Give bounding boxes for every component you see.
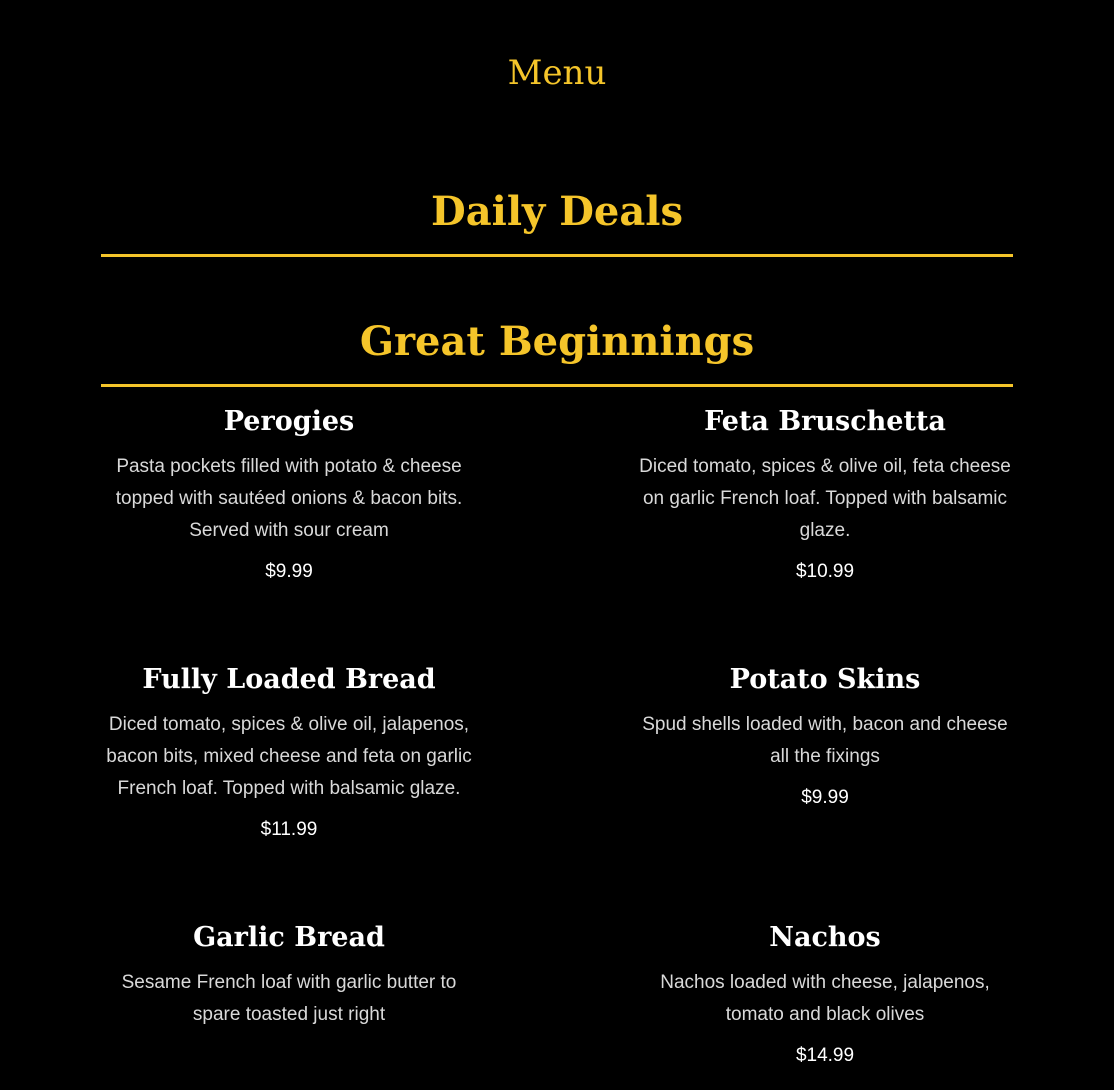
item-description: Spud shells loaded with, bacon and cheese all the fixings <box>642 714 1008 767</box>
daily-deals-section <box>101 186 1013 257</box>
menu-item <box>637 663 1013 811</box>
item-description: Nachos loaded with cheese, jalapenos, tomato and black olives <box>660 972 990 1025</box>
daily-deals-heading: Daily Deals <box>431 188 683 235</box>
menu-item <box>101 663 477 843</box>
item-name: Perogies <box>223 406 355 437</box>
item-price: $14.99 <box>795 1045 855 1066</box>
item-name: Garlic Bread <box>193 922 385 953</box>
menu-item <box>101 405 477 585</box>
item-name: Feta Bruschetta <box>704 406 946 437</box>
great-beginnings-section <box>101 316 1013 387</box>
menu-item <box>637 405 1013 585</box>
item-description: Sesame French loaf with garlic butter to spare toasted just right <box>121 972 457 1025</box>
item-price: $11.99 <box>260 819 318 840</box>
menu-item <box>637 921 1013 1069</box>
section-divider <box>101 254 1013 257</box>
menu-title: Menu <box>507 53 607 93</box>
item-name: Nachos <box>769 922 881 953</box>
item-price: $9.99 <box>801 787 849 808</box>
item-name: Potato Skins <box>729 664 921 695</box>
item-price: $10.99 <box>795 561 855 582</box>
great-beginnings-heading: Great Beginnings <box>359 318 755 365</box>
item-description: Pasta pockets filled with potato & cheese topped with sautéed onions & bacon bits. Served with sour cream <box>115 456 463 541</box>
item-price: $9.99 <box>265 561 313 582</box>
item-description: Diced tomato, spices & olive oil, jalapenos, bacon bits, mixed cheese and feta on garlic French loaf. Topped with balsamic glaze. <box>106 714 472 799</box>
section-divider <box>101 384 1013 387</box>
item-description: Diced tomato, spices & olive oil, feta cheese on garlic French loaf. Topped with balsamic glaze. <box>639 456 1011 541</box>
item-name: Fully Loaded Bread <box>142 664 436 695</box>
menu-item <box>101 921 477 1043</box>
